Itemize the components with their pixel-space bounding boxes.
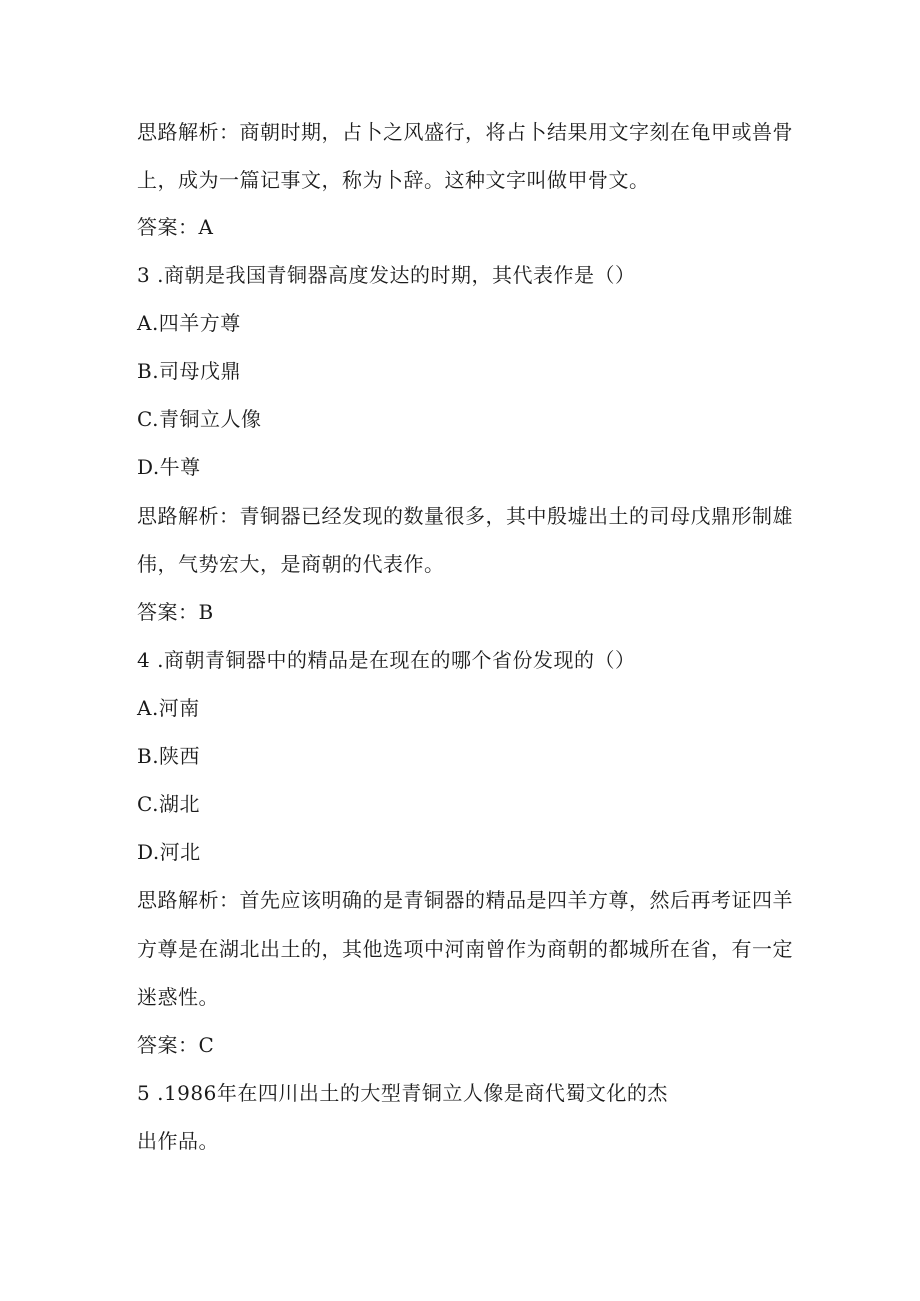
q5-question-line-1: 5 .1986年在四川出土的大型青铜立人像是商代蜀文化的杰 [137, 1081, 668, 1105]
q3-option-b: B.司母戊鼎 [137, 359, 242, 383]
q4-option-b: B.陕西 [137, 744, 201, 768]
q5-question-line-2: 出作品。 [137, 1129, 219, 1153]
q3-analysis-line-1: 思路解析：青铜器已经发现的数量很多，其中殷墟出土的司母戊鼎形制雄 [137, 504, 793, 528]
q4-option-c: C.湖北 [137, 792, 200, 816]
q4-analysis-line-2: 方尊是在湖北出土的，其他选项中河南曾作为商朝的都城所在省，有一定 [137, 937, 793, 961]
q4-option-a: A.河南 [137, 696, 200, 720]
q4-answer: 答案：C [137, 1033, 215, 1057]
q3-option-a: A.四羊方尊 [137, 311, 241, 335]
q3-option-d: D.牛尊 [137, 455, 201, 479]
q4-analysis-line-1: 思路解析：首先应该明确的是青铜器的精品是四羊方尊，然后再考证四羊 [137, 888, 793, 912]
q3-analysis-line-2: 伟，气势宏大，是商朝的代表作。 [137, 552, 445, 576]
q4-option-d: D.河北 [137, 840, 201, 864]
q2-analysis-line-2: 上，成为一篇记事文，称为卜辞。这种文字叫做甲骨文。 [137, 168, 650, 192]
q2-analysis-line-1: 思路解析：商朝时期，占卜之风盛行，将占卜结果用文字刻在龟甲或兽骨 [137, 120, 793, 144]
q3-question: 3 .商朝是我国青铜器高度发达的时期，其代表作是（） [137, 263, 636, 287]
q3-option-c: C.青铜立人像 [137, 407, 262, 431]
q4-analysis-line-3: 迷惑性。 [137, 985, 219, 1009]
q4-question: 4 .商朝青铜器中的精品是在现在的哪个省份发现的（） [137, 648, 636, 672]
q3-answer: 答案：B [137, 600, 214, 624]
q2-answer: 答案：A [137, 215, 214, 239]
